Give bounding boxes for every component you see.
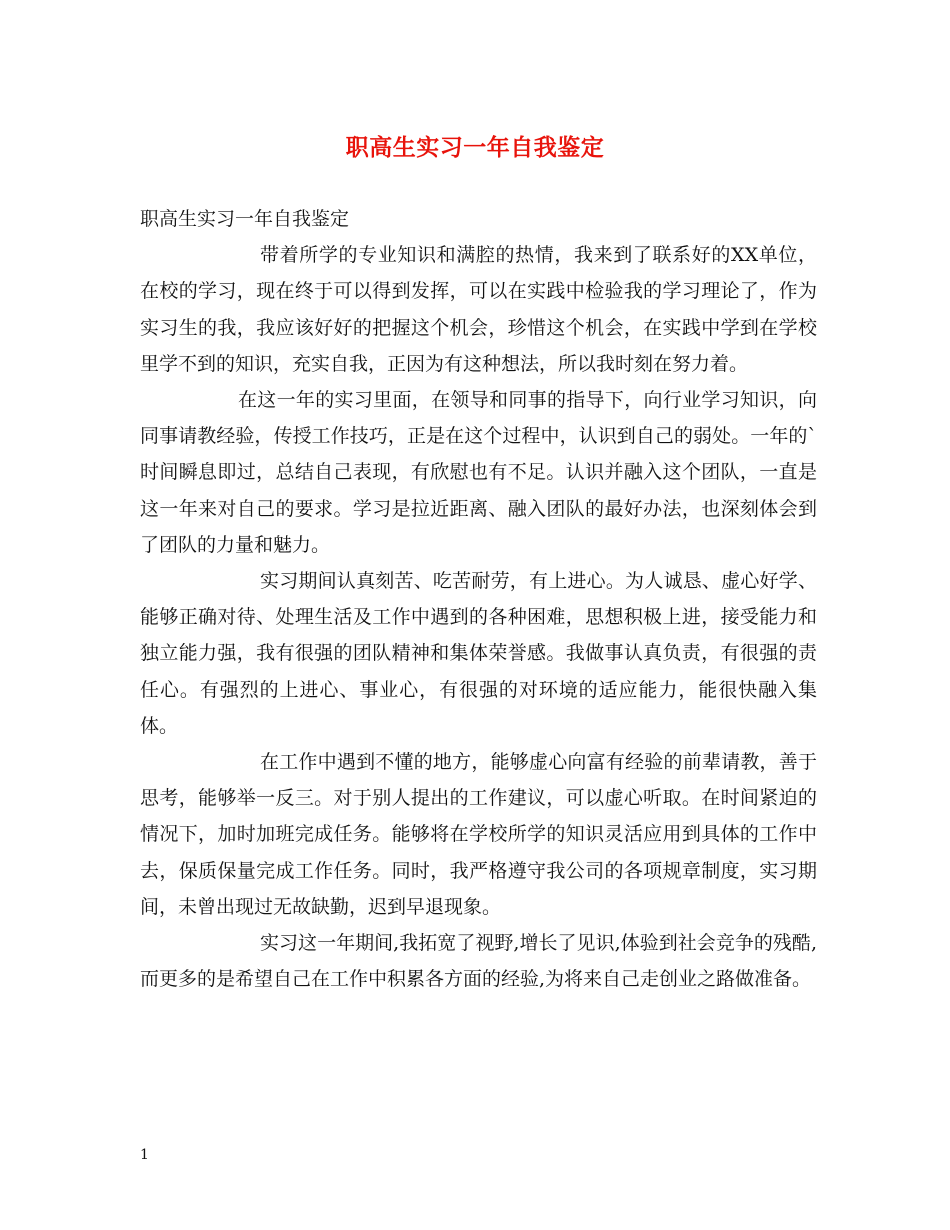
paragraph-1: 带着所学的专业知识和满腔的热情，我来到了联系好的XX单位，在校的学习，现在终于可以得到发挥，可以在实践中检验我的学习理论了，作为实习生的我，我应该好好的把握这个机会，珍惜这个机会，在实践中学到在学校里学不到的知识，充实自我，正因为有这种想法，所以我时刻在努力着。 bbox=[140, 244, 817, 375]
paragraph-5: 实习这一年期间,我拓宽了视野,增长了见识,体验到社会竞争的残酷,而更多的是希望自己在工作中积累各方面的经验,为将来自己走创业之路做准备。 bbox=[140, 932, 817, 991]
paragraph-3: 实习期间认真刻苦、吃苦耐劳，有上进心。为人诚恳、虚心好学、能够正确对待、处理生活及工作中遇到的各种困难，思想积极上进，接受能力和独立能力强，我有很强的团队精神和集体荣誉感。我做事认真负责，有很强的责任心。有强烈的上进心、事业心，有很强的对环境的适应能力，能很快融入集体。 bbox=[140, 570, 817, 737]
page-number: 1 bbox=[140, 1147, 149, 1163]
document-subtitle-line: 职高生实习一年自我鉴定 bbox=[140, 208, 350, 230]
paragraph-4: 在工作中遇到不懂的地方，能够虚心向富有经验的前辈请教，善于思考，能够举一反三。对于别人提出的工作建议，可以虚心听取。在时间紧迫的情况下，加时加班完成任务。能够将在学校所学的知识灵活应用到具体的工作中去，保质保量完成工作任务。同时，我严格遵守我公司的各项规章制度，实习期间，未曾出现过无故缺勤，迟到早退现象。 bbox=[140, 751, 817, 918]
paragraph-2: 在这一年的实习里面，在领导和同事的指导下，向行业学习知识，向同事请教经验，传授工作技巧，正是在这个过程中，认识到自己的弱处。一年的`时间瞬息即过，总结自己表现，有欣慰也有不足。认识并融入这个团队，一直是这一年来对自己的要求。学习是拉近距离、融入团队的最好办法，也深刻体会到了团队的力量和魅力。 bbox=[140, 389, 817, 556]
document-title: 职高生实习一年自我鉴定 bbox=[345, 134, 605, 161]
document-body bbox=[140, 201, 817, 997]
